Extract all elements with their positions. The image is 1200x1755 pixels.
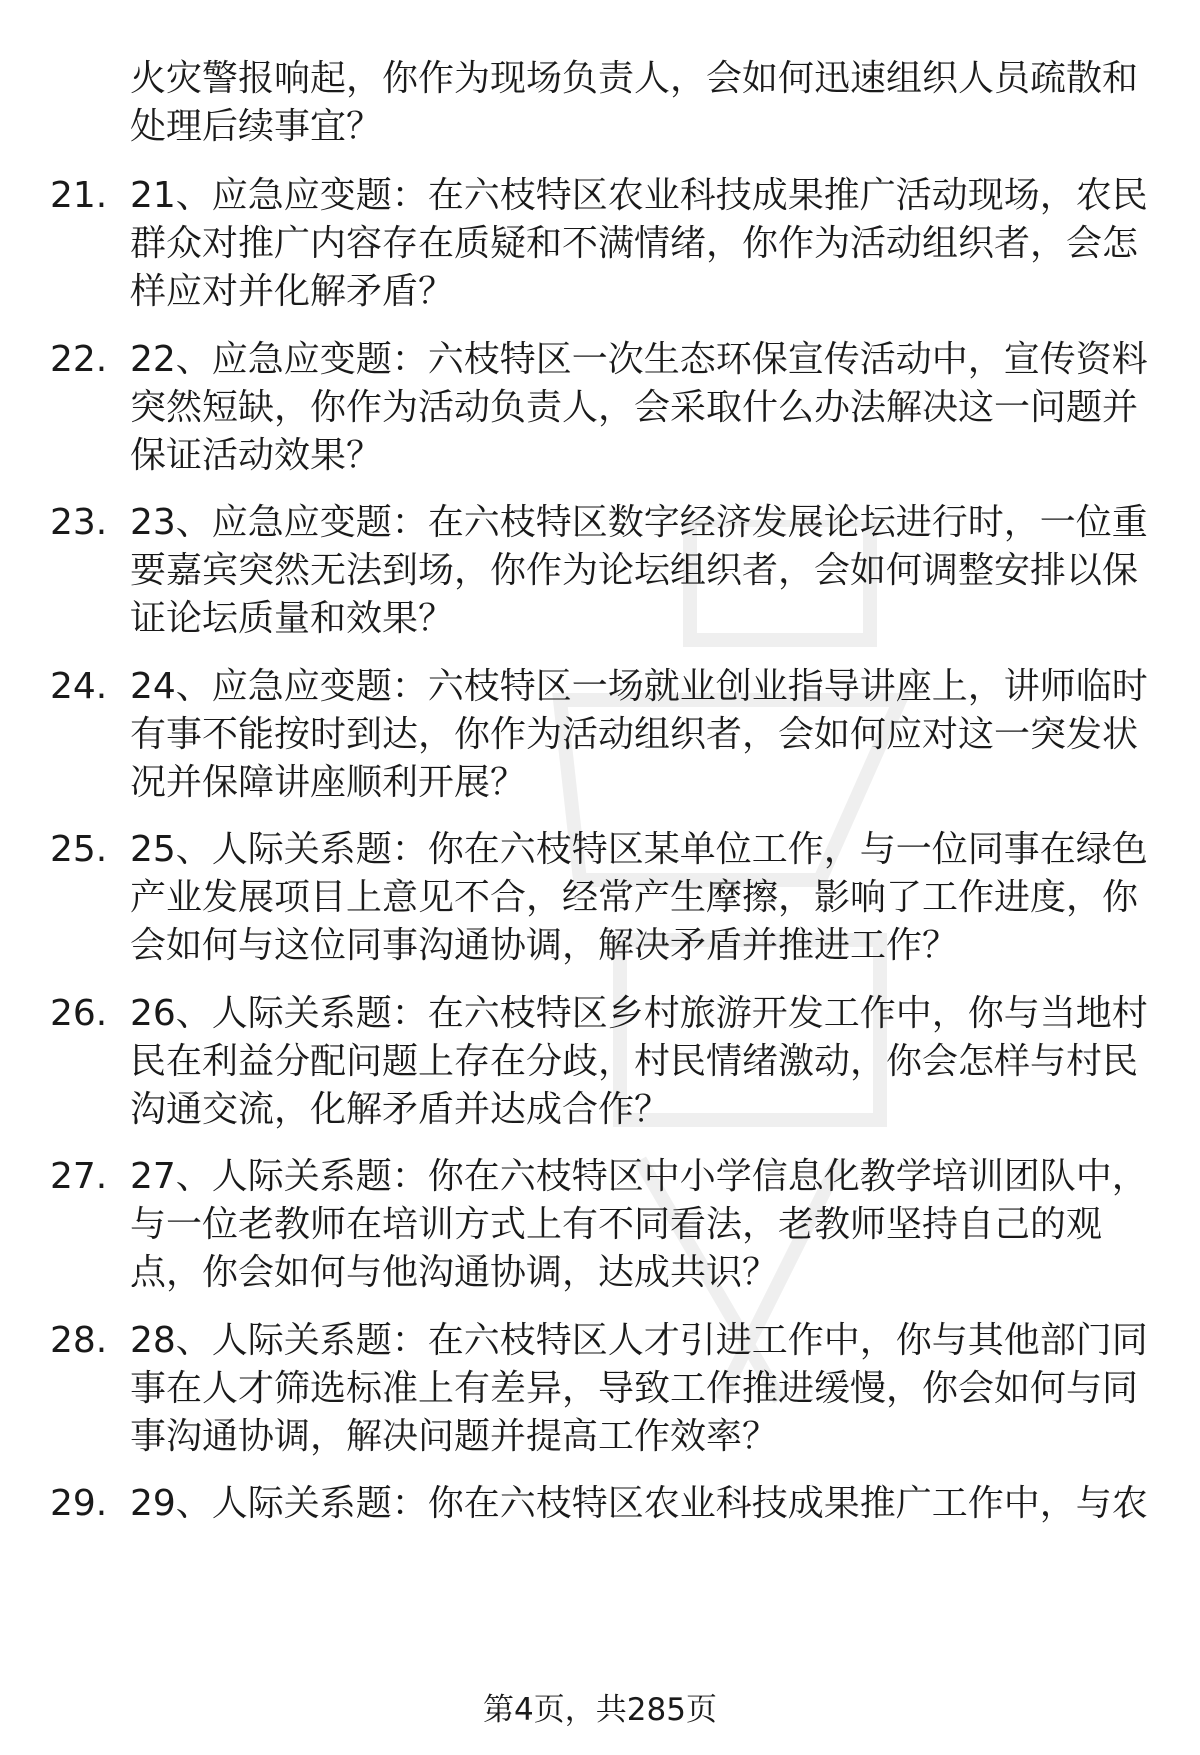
item-number: 21. xyxy=(50,175,108,216)
list-item xyxy=(50,663,1150,807)
list-item xyxy=(50,826,1150,970)
list-item xyxy=(50,336,1150,480)
item-text: 21、应急应变题：在六枝特区农业科技成果推广活动现场，农民群众对推广内容存在质疑和不满情绪，你作为活动组织者，会怎样应对并化解矛盾？ xyxy=(130,175,1148,312)
list-item xyxy=(50,1317,1150,1461)
item-number: 29. xyxy=(50,1483,108,1524)
item-number: 28. xyxy=(50,1320,108,1361)
item-number: 22. xyxy=(50,339,108,380)
item-number: 24. xyxy=(50,666,108,707)
item-text: 27、人际关系题：你在六枝特区中小学信息化教学培训团队中，与一位老教师在培训方式上有不同看法，老教师坚持自己的观点，你会如何与他沟通协调，达成共识？ xyxy=(130,1156,1148,1293)
list-item xyxy=(50,1480,1150,1528)
list-item xyxy=(50,172,1150,316)
list-item xyxy=(50,990,1150,1134)
page-footer: 第4页，共285页 xyxy=(483,1692,717,1728)
item-text: 28、人际关系题：在六枝特区人才引进工作中，你与其他部门同事在人才筛选标准上有差异，导致工作推进缓慢，你会如何与同事沟通协调，解决问题并提高工作效率？ xyxy=(130,1320,1148,1457)
item-text: 22、应急应变题：六枝特区一次生态环保宣传活动中，宣传资料突然短缺，你作为活动负责人，会采取什么办法解决这一问题并保证活动效果？ xyxy=(130,339,1148,476)
item-text: 26、人际关系题：在六枝特区乡村旅游开发工作中，你与当地村民在利益分配问题上存在分歧，村民情绪激动，你会怎样与村民沟通交流，化解矛盾并达成合作？ xyxy=(130,993,1148,1130)
item-number: 26. xyxy=(50,993,108,1034)
item-text: 29、人际关系题：你在六枝特区农业科技成果推广工作中，与农 xyxy=(130,1483,1148,1524)
item-number: 25. xyxy=(50,829,108,870)
list-item xyxy=(50,499,1150,643)
item-number: 23. xyxy=(50,502,108,543)
item-text: 24、应急应变题：六枝特区一场就业创业指导讲座上，讲师临时有事不能按时到达，你作为活动组织者，会如何应对这一突发状况并保障讲座顺利开展？ xyxy=(130,666,1148,803)
item-text: 25、人际关系题：你在六枝特区某单位工作，与一位同事在绿色产业发展项目上意见不合，经常产生摩擦，影响了工作进度，你会如何与这位同事沟通协调，解决矛盾并推进工作？ xyxy=(130,829,1148,966)
item-number: 27. xyxy=(50,1156,108,1197)
list-item xyxy=(50,1153,1150,1297)
item-text: 23、应急应变题：在六枝特区数字经济发展论坛进行时，一位重要嘉宾突然无法到场，你作为论坛组织者，会如何调整安排以保证论坛质量和效果？ xyxy=(130,502,1148,639)
continued-question-text: 火灾警报响起，你作为现场负责人，会如何迅速组织人员疏散和处理后续事宜？ xyxy=(130,58,1139,147)
